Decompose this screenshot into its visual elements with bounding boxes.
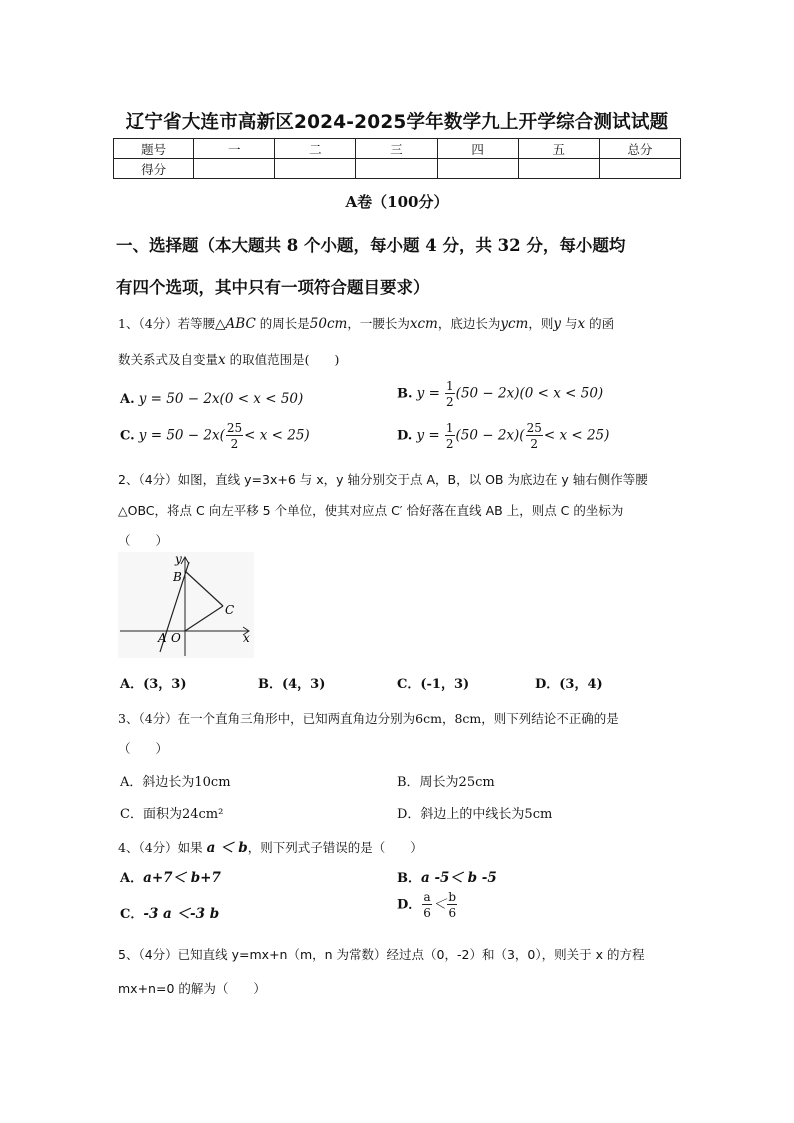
score-header-cell: 总分 — [599, 139, 680, 159]
option-expr: y = — [416, 427, 440, 444]
fraction-one-half: $\frac{1}{2}$ — [445, 421, 454, 451]
q2-line2: △OBC，将点 C 向左平移 5 个单位，使其对应点 C′ 恰好落在直线 AB 上，则点 C 的坐标为 — [118, 503, 624, 518]
option-label: C. — [120, 428, 135, 444]
q3-option-d[interactable]: D．斜边上的中线长为5cm — [397, 807, 553, 822]
option-expr: a+7＜ b+7 — [143, 870, 221, 886]
q1-perimeter: 50cm — [309, 316, 348, 332]
option-expr: a -5＜ b -5 — [421, 870, 497, 886]
q1-var-x: x — [577, 316, 586, 332]
q2-option-b[interactable]: B．(4，3) — [258, 677, 326, 692]
q1-option-c[interactable] — [120, 422, 310, 450]
label-c: C — [225, 603, 235, 617]
q1-text: 数关系式及自变量 — [118, 352, 219, 367]
label-a: A — [158, 631, 167, 645]
q2-line1: 2、（4分）如图，直线 y=3x+6 与 x，y 轴分别交于点 A，B，以 OB 为底边在 y 轴右侧作等腰 — [118, 472, 648, 487]
label-x: x — [243, 631, 250, 645]
fraction-25-over-2: $\frac{25}{2}$ — [526, 421, 542, 451]
option-label: B． — [397, 871, 421, 886]
label-o: O — [171, 631, 181, 645]
q1-option-d[interactable] — [397, 422, 609, 450]
q3-line2: （ ） — [118, 741, 169, 756]
score-table-header-row — [114, 139, 681, 159]
q3-option-b[interactable]: B．周长为25cm — [397, 775, 495, 790]
score-row-label: 得分 — [114, 159, 194, 179]
q1-text: 1、（4分）若等腰 — [118, 316, 216, 331]
less-than-sign: ＜ — [432, 896, 447, 913]
exam-title: 辽宁省大连市高新区2024-2025学年数学九上开学综合测试试题 — [125, 112, 669, 133]
option-label: D. — [397, 428, 413, 444]
q2-option-c[interactable]: C．(-1，3) — [397, 677, 470, 692]
fraction-25-over-2: $\frac{25}{2}$ — [226, 421, 243, 451]
q3-option-c[interactable]: C．面积为24cm² — [120, 807, 224, 822]
q1-text: ，一腰长为 — [347, 316, 410, 331]
label-y: y — [175, 552, 182, 566]
q4-text: ，则下列式子错误的是（ ） — [247, 840, 423, 855]
q1-line1 — [118, 314, 614, 332]
option-expr: y = — [416, 385, 440, 402]
section-a-title: A卷（100分） — [345, 193, 449, 211]
option-expr: (50 − 2x)(0 < x < 50) — [455, 385, 604, 402]
q1-text: ，则 — [528, 316, 554, 331]
q3-option-a[interactable]: A．斜边长为10cm — [120, 775, 231, 790]
option-expr: y = 50 − 2x(0 < x < 50) — [138, 391, 304, 407]
q1-triangle: △ABC — [215, 316, 256, 332]
score-header-cell: 五 — [518, 139, 599, 159]
q2-line3: （ ） — [118, 533, 169, 548]
option-label: B. — [397, 386, 413, 402]
q1-var-x: x — [218, 352, 226, 368]
fraction-b-over-6: $\frac{b}{6}$ — [448, 890, 457, 920]
part1-heading-line2: 有四个选项，其中只有一项符合题目要求） — [116, 278, 430, 297]
option-expr: < x < 25) — [543, 427, 610, 444]
score-header-cell: 三 — [356, 139, 437, 159]
option-label: A. — [120, 392, 135, 407]
q4-option-b[interactable] — [397, 866, 497, 886]
q1-base: ycm — [500, 316, 529, 332]
fraction-one-half: $\frac{1}{2}$ — [446, 379, 454, 409]
q4-condition: a ＜ b — [206, 840, 248, 856]
q1-text: 的取值范围是( ) — [225, 352, 340, 367]
score-cell — [599, 159, 680, 179]
q1-text: 的函 — [585, 316, 615, 331]
score-header-cell: 四 — [437, 139, 518, 159]
q1-text: 与 — [561, 316, 578, 331]
score-table — [113, 138, 681, 179]
score-cell — [275, 159, 356, 179]
q4-option-a[interactable] — [120, 866, 221, 886]
score-cell — [518, 159, 599, 179]
score-cell — [437, 159, 518, 179]
q1-text: 的周长是 — [255, 316, 310, 331]
q1-option-b[interactable] — [397, 380, 603, 408]
q1-line2 — [118, 350, 339, 368]
q2-option-a[interactable]: A．(3，3) — [120, 677, 187, 692]
q4-option-d[interactable] — [397, 891, 458, 919]
q4-line1 — [118, 836, 423, 856]
option-label: C． — [120, 907, 144, 922]
option-expr: y = 50 − 2x( — [138, 427, 225, 444]
option-expr: -3 a ＜-3 b — [143, 906, 220, 922]
q5-line2: mx+n=0 的解为（ ） — [118, 981, 266, 996]
option-label: D． — [397, 897, 422, 913]
fraction-a-over-6: $\frac{a}{6}$ — [423, 890, 431, 920]
option-label: A． — [120, 871, 144, 886]
q2-figure — [118, 552, 254, 658]
option-expr: (50 − 2x)( — [455, 427, 525, 444]
q1-option-a[interactable] — [120, 391, 303, 407]
label-b: B — [173, 570, 182, 584]
q1-text: ，底边长为 — [437, 316, 501, 331]
score-cell — [194, 159, 275, 179]
score-header-cell: 一 — [194, 139, 275, 159]
score-table-score-row — [114, 159, 681, 179]
q1-leg: xcm — [409, 316, 438, 332]
score-header-cell: 题号 — [114, 139, 194, 159]
q5-line1: 5、（4分）已知直线 y=mx+n（m，n 为常数）经过点（0，-2）和（3，0），则关于 x 的方程 — [118, 947, 645, 962]
option-expr: < x < 25) — [244, 427, 310, 444]
q1-var-y: y — [553, 316, 561, 332]
score-header-cell: 二 — [275, 139, 356, 159]
part1-heading-line1: 一、选择题（本大题共 8 个小题，每小题 4 分，共 32 分，每小题均 — [116, 236, 626, 255]
q4-option-c[interactable] — [120, 902, 219, 922]
score-cell — [356, 159, 437, 179]
q3-line1: 3、（4分）在一个直角三角形中，已知两直角边分别为6cm，8cm，则下列结论不正确的是 — [118, 711, 619, 726]
q2-option-d[interactable]: D．(3，4) — [535, 677, 603, 692]
q4-text: 4、（4分）如果 — [118, 840, 207, 855]
